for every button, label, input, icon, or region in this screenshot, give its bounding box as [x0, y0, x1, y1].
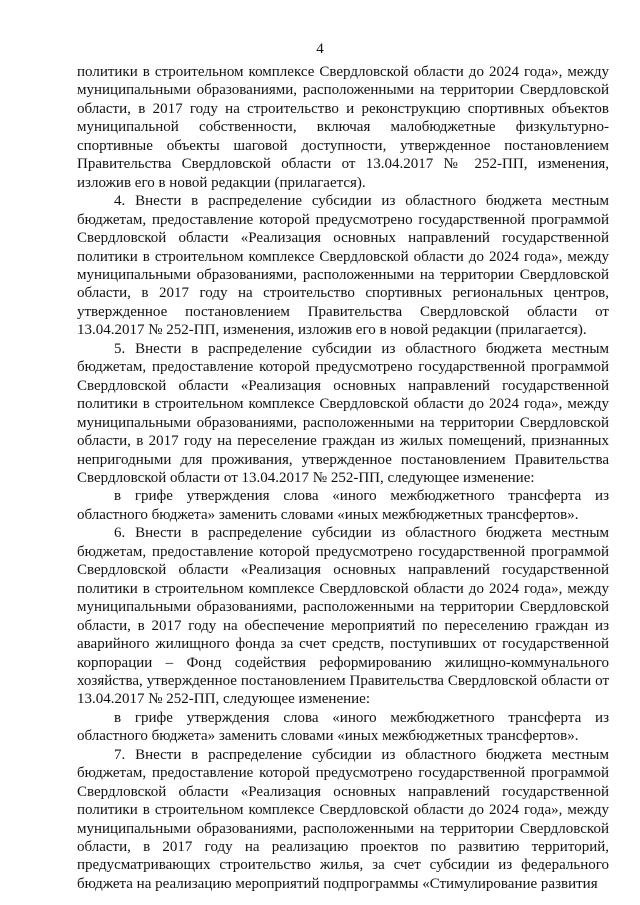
document-paragraph: в грифе утверждения слова «иного межбюджетного трансферта из областного бюджета» заменить словами «иных межбюджетных трансфертов». — [77, 488, 609, 523]
document-paragraph: 7. Внести в распределение субсидии из областного бюджета местным бюджетам, предоставление которой предусмотрено государственной программой Свердловской области «Реализация основных направлений государственной политики в строительном комплексе Свердловской области до 2024 года», между муниципальными образованиями, расположенными на территории Свердловской области, в 2017 году на реализацию проектов по развитию территорий, предусматривающих строительство жилья, за счет субсидии из федерального бюджета на реализацию мероприятий подпрограммы «Стимулирование развития — [77, 746, 609, 892]
document-paragraph: 6. Внести в распределение субсидии из областного бюджета местным бюджетам, предоставление которой предусмотрено государственной программой Свердловской области «Реализация основных направлений государственной политики в строительном комплексе Свердловской области до 2024 года», между муниципальными образованиями, расположенными на территории Свердловской области, в 2017 году на обеспечение мероприятий по переселению граждан из аварийного жилищного фонда за счет средств, поступивших от государственной корпорации – Фонд содействия реформированию жилищно-коммунального хозяйства, утвержденное постановлением Правительства Свердловской области от 13.04.2017 № 252-ПП, следующее изменение: — [77, 525, 609, 708]
document-paragraph: 5. Внести в распределение субсидии из областного бюджета местным бюджетам, предоставление которой предусмотрено государственной программой Свердловской области «Реализация основных направлений государственной политики в строительном комплексе Свердловской области до 2024 года», между муниципальными образованиями, расположенными на территории Свердловской области, в 2017 году на переселение граждан из жилых помещений, признанных непригодными для проживания, утвержденное постановлением Правительства Свердловской области от 13.04.2017 № 252-ПП, следующее изменение: — [77, 340, 609, 486]
document-paragraph: политики в строительном комплексе Свердловской области до 2024 года», между муниципальными образованиями, расположенными на территории Свердловской области, в 2017 году на строительство и реконструкцию спортивных объектов муниципальной собственности, включая малобюджетные физкультурно-спортивные объекты шаговой доступности, утвержденное постановлением Правительства Свердловской области от 13.04.2017 № 252-ПП, изменения, изложив его в новой редакции (прилагается). — [77, 64, 609, 191]
page-number: 4 — [316, 41, 324, 57]
document-paragraph: в грифе утверждения слова «иного межбюджетного трансферта из областного бюджета» заменить словами «иных межбюджетных трансфертов». — [77, 709, 609, 745]
document-body — [77, 63, 609, 893]
document-paragraph: 4. Внести в распределение субсидии из областного бюджета местным бюджетам, предоставление которой предусмотрено государственной программой Свердловской области «Реализация основных направлений государственной политики в строительном комплексе Свердловской области до 2024 года», между муниципальными образованиями, расположенными на территории Свердловской области, в 2017 году на строительство спортивных региональных центров, утвержденное постановлением Правительства Свердловской области от 13.04.2017 № 252-ПП, изменения, изложив его в новой редакции (прилагается). — [77, 193, 609, 339]
